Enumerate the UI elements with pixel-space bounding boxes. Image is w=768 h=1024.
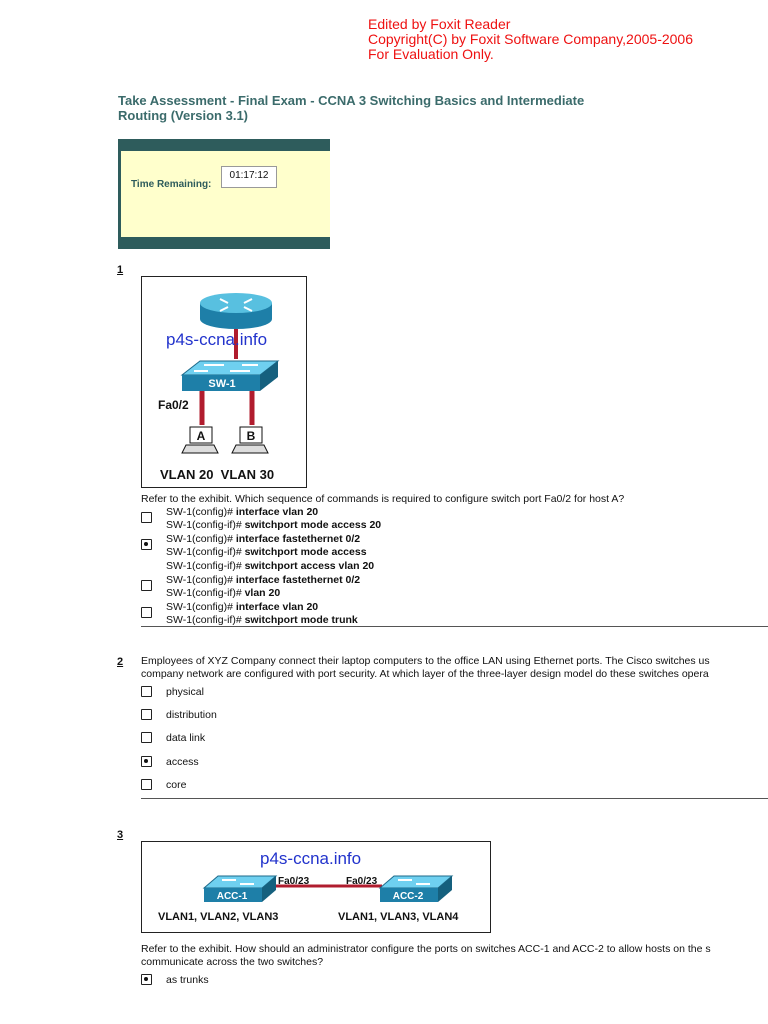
command-text: switchport access vlan 20 — [244, 559, 375, 572]
command-text: switchport mode access 20 — [244, 519, 382, 532]
command-line — [166, 519, 381, 532]
command-line — [166, 546, 367, 559]
question-1-option-1-radio[interactable] — [141, 512, 152, 523]
command-prompt: SW-1(config)# — [166, 573, 236, 586]
acc2-label: ACC-2 — [392, 891, 424, 902]
question-2-option-2-radio[interactable] — [141, 709, 152, 720]
command-text: switchport mode trunk — [244, 613, 358, 626]
page-title-line-1: Take Assessment - Final Exam - CCNA 3 Switching Basics and Intermediate — [118, 93, 585, 108]
timer-side-bar — [118, 151, 121, 237]
router-icon — [200, 293, 272, 329]
command-text: interface fastethernet 0/2 — [235, 573, 361, 586]
question-1-divider — [141, 626, 768, 627]
question-2-option-3-radio[interactable] — [141, 732, 152, 743]
question-2-option-2-label[interactable]: distribution — [166, 709, 217, 722]
question-1-option-2-radio[interactable] — [141, 539, 152, 550]
command-prompt: SW-1(config-if)# — [166, 559, 245, 572]
question-2-option-4-label[interactable]: access — [166, 755, 199, 768]
command-line — [166, 533, 360, 546]
exhibit-3-watermark: p4s-ccna.info — [260, 849, 362, 868]
command-text: interface fastethernet 0/2 — [235, 533, 361, 546]
command-text: interface vlan 20 — [235, 506, 319, 518]
timer-value: 01:17:12 — [221, 166, 277, 188]
command-line — [166, 587, 280, 600]
command-prompt: SW-1(config)# — [166, 506, 236, 518]
command-prompt: SW-1(config-if)# — [166, 546, 245, 559]
question-3-option-1-label[interactable]: as trunks — [166, 974, 209, 986]
timer-label: Time Remaining: — [131, 179, 212, 190]
evaluation-watermark — [368, 17, 693, 62]
page-title — [118, 93, 638, 123]
question-3-option-1-radio[interactable] — [141, 974, 152, 985]
command-text: interface vlan 20 — [235, 600, 319, 613]
question-2-option-5-radio[interactable] — [141, 779, 152, 790]
command-prompt: SW-1(config-if)# — [166, 586, 245, 599]
left-port-label: Fa0/23 — [278, 876, 310, 887]
network-diagram-1 — [142, 277, 306, 487]
question-2-option-1-radio[interactable] — [141, 686, 152, 697]
left-vlans-label: VLAN1, VLAN2, VLAN3 — [158, 911, 279, 923]
command-line — [166, 506, 318, 519]
question-2-option-3-label[interactable]: data link — [166, 732, 206, 745]
command-text: switchport mode access — [244, 546, 367, 559]
command-prompt: SW-1(config-if)# — [166, 519, 245, 532]
question-3-number: 3 — [117, 829, 124, 841]
timer-panel — [118, 139, 330, 249]
question-1-option-3-radio[interactable] — [141, 580, 152, 591]
timer-bottom-bar — [118, 237, 330, 249]
acc1-label: ACC-1 — [216, 891, 248, 902]
command-prompt: SW-1(config-if)# — [166, 613, 245, 626]
question-2-number: 2 — [117, 656, 124, 668]
page-title-line-2: Routing (Version 3.1) — [118, 108, 249, 123]
question-2-option-1-label[interactable]: physical — [166, 686, 204, 698]
vlan-labels: VLAN 20 VLAN 30 — [160, 467, 275, 482]
switch-label: SW-1 — [208, 378, 236, 390]
command-line — [166, 601, 318, 614]
network-diagram-3 — [142, 842, 490, 932]
question-3-text-line-1: Refer to the exhibit. How should an administrator configure the ports on switches ACC-1 and ACC-2 to allow hosts on the s — [141, 943, 711, 955]
watermark-line-2: Copyright(C) by Foxit Software Company,2005-2006 — [368, 31, 694, 47]
host-b-label: B — [246, 429, 256, 443]
question-3-text-line-2: communicate across the two switches? — [141, 956, 324, 968]
port-label: Fa0/2 — [158, 398, 189, 412]
question-2-text-line-2: company network are configured with port security. At which layer of the three-layer design model do these switches opera — [141, 668, 709, 680]
question-2-option-4-radio[interactable] — [141, 756, 152, 767]
watermark-line-1: Edited by Foxit Reader — [368, 16, 511, 32]
command-prompt: SW-1(config)# — [166, 533, 236, 546]
host-a-label: A — [196, 429, 206, 443]
right-vlans-label: VLAN1, VLAN3, VLAN4 — [338, 911, 459, 923]
watermark-line-3: For Evaluation Only. — [368, 46, 494, 62]
question-2-divider — [141, 798, 768, 799]
command-line — [166, 574, 360, 587]
question-1-exhibit — [141, 276, 307, 488]
question-2-text-line-1: Employees of XYZ Company connect their laptop computers to the office LAN using Ethernet ports. The Cisco switches us — [141, 655, 710, 667]
command-text: vlan 20 — [244, 586, 281, 599]
question-1-option-4-radio[interactable] — [141, 607, 152, 618]
question-2-option-5-label[interactable]: core — [166, 778, 187, 791]
right-port-label: Fa0/23 — [346, 876, 378, 887]
exhibit-watermark: p4s-ccna.info — [166, 330, 268, 349]
question-1-number: 1 — [117, 264, 124, 276]
question-1-text: Refer to the exhibit. Which sequence of commands is required to configure switch port Fa0/2 for host A? — [141, 493, 625, 505]
command-prompt: SW-1(config)# — [166, 600, 236, 613]
command-line — [166, 614, 358, 627]
timer-top-bar — [118, 139, 330, 151]
command-line — [166, 560, 374, 573]
question-3-exhibit — [141, 841, 491, 933]
